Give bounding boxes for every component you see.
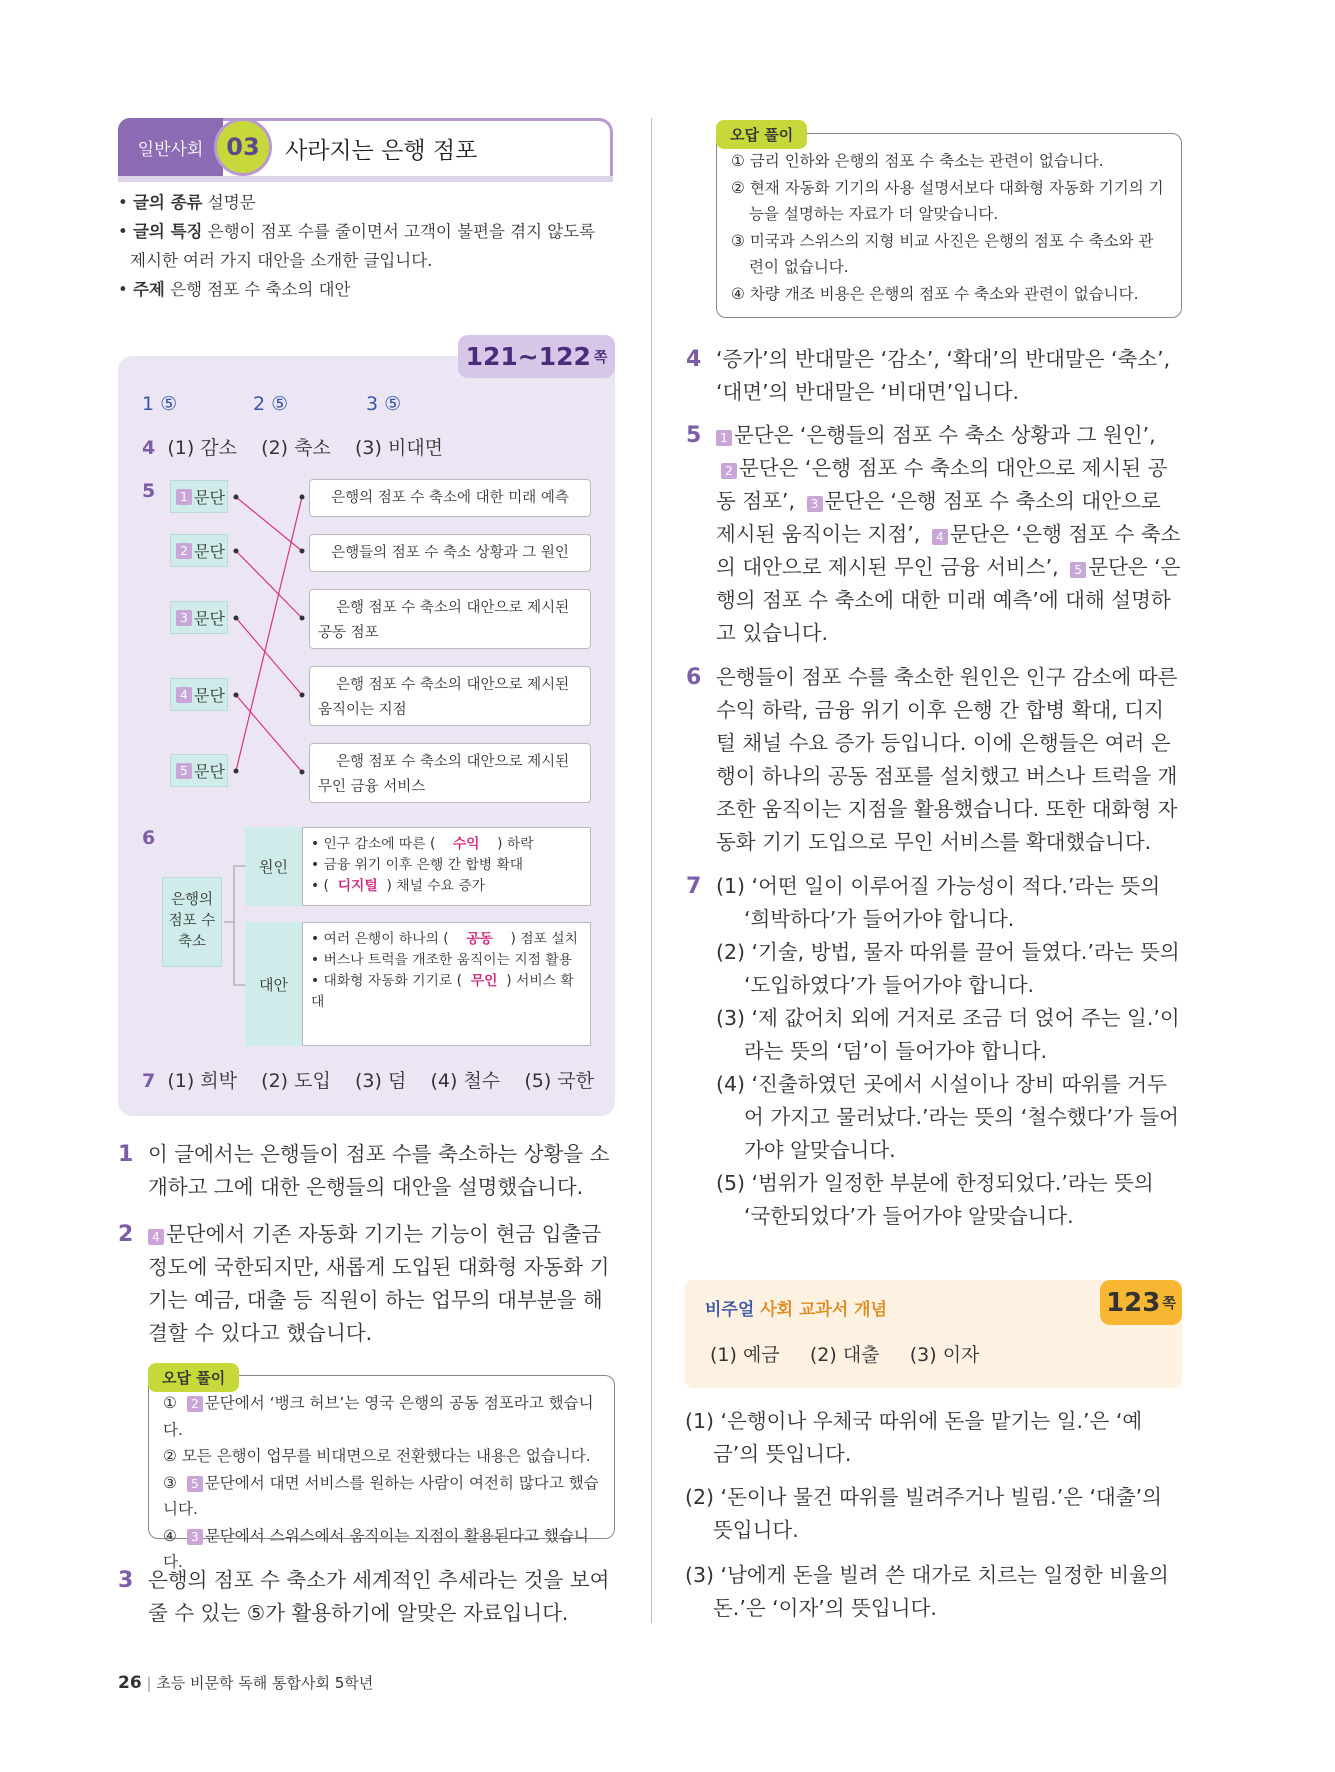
answer-5-number: 5 — [142, 480, 156, 502]
answer-4: 4 (1) 감소 (2) 축소 (3) 비대면 — [142, 437, 444, 459]
definition-1: (1) ‘은행이나 우체국 따위에 돈을 맡기는 일.’은 ‘예금’의 뜻입니다. — [685, 1409, 1143, 1466]
category-label: 일반사회 — [118, 118, 223, 176]
visual-page-tab: 123 쪽 — [1100, 1280, 1182, 1325]
footer: 26 | 초등 비문학 독해 통합사회 5학년 — [118, 1673, 374, 1693]
definition-2: (2) ‘돈이나 물건 따위를 빌려주거나 빌림.’은 ‘대출’의 뜻입니다. — [685, 1485, 1162, 1542]
explanation-3: 3 은행의 점포 수 축소가 세계적인 추세라는 것을 보여 줄 수 있는 ⑤가 활용하기에 알맞은 자료입니다. — [118, 1568, 610, 1625]
cause-box: • 인구 감소에 따른 ( 수익 ) 하락 • 금융 위기 이후 은행 간 합병 확대 • ( 디지털 ) 채널 수요 증가 — [302, 827, 591, 906]
wrong-answer-tag-2: 오답 풀이 — [148, 1363, 239, 1392]
alternative-label: 대안 — [245, 922, 302, 1046]
para-box-3: 3 문단 — [170, 601, 228, 634]
visual-concept-title: 비주얼 사회 교과서 개념 — [705, 1300, 888, 1320]
answer-1: 1 ⑤ — [142, 393, 178, 415]
para-box-2: 2 문단 — [170, 534, 228, 567]
answer-2: 2 ⑤ — [253, 393, 289, 415]
meta-topic: • 주제 은행 점포 수 축소의 대안 — [118, 280, 351, 299]
option-box-2: 은행들의 점포 수 축소 상황과 그 원인 — [309, 534, 591, 572]
lesson-number-badge: 03 — [214, 118, 272, 176]
meta-kind: • 글의 종류 설명문 — [118, 193, 256, 212]
para-box-5: 5 문단 — [170, 754, 228, 787]
definition-3: (3) ‘남에게 돈을 빌려 쓴 대가로 치르는 일정한 비율의 돈.’은 ‘이자’의 뜻입니다. — [685, 1563, 1169, 1620]
option-box-5: 은행 점포 수 축소의 대안으로 제시된 무인 금융 서비스 — [309, 743, 591, 803]
wrong-answer-box-2: ① 2 문단에서 ‘뱅크 허브’는 영국 은행의 공동 점포라고 했습니다. ② 모든 은행이 업무를 비대면으로 전환했다는 내용은 없습니다. ③ 5 문단에서 대면 서비스를 원하는 사람이 여전히 많다고 했습니다. ④ 3 문단에서 스위스에서 움직이는 지점이 활용된다고 했습니다. — [148, 1375, 615, 1539]
match-line-2 — [236, 551, 302, 618]
answer-7: 7 (1) 희박 (2) 도입 (3) 덤 (4) 철수 (5) 국한 — [142, 1070, 595, 1092]
match-line-1 — [236, 497, 302, 551]
wrong-answer-box-3: ① 금리 인하와 은행의 점포 수 축소는 관련이 없습니다. ② 현재 자동화 기기의 사용 설명서보다 대화형 자동화 기기의 기능을 설명하는 자료가 더 알맞습니다. ③ 미국과 스위스의 지형 비교 사진은 은행의 점포 수 축소와 관련이 없습니다. ④ 차량 개조 비용은 은행의 점포 수 축소와 관련이 없습니다. — [716, 133, 1182, 318]
alternative-box: • 여러 은행이 하나의 ( 공동 ) 점포 설치 • 버스나 트럭을 개조한 움직이는 지점 활용 • 대화형 자동화 기기로 ( 무인 ) 서비스 확대 — [302, 922, 591, 1046]
option-box-4: 은행 점포 수 축소의 대안으로 제시된 움직이는 지점 — [309, 666, 591, 726]
explanation-1: 1 이 글에서는 은행들이 점포 수를 축소하는 상황을 소개하고 그에 대한 은행들의 대안을 설명했습니다. — [118, 1142, 610, 1199]
answer-page-tab: 121~122 쪽 — [458, 335, 615, 378]
meta-feature: • 글의 특징 은행이 점포 수를 줄이면서 고객이 불편을 겪지 않도록 제시한 여러 가지 대안을 소개한 글입니다. — [118, 222, 596, 270]
explanation-2: 2 4 문단에서 기존 자동화 기기는 기능이 현금 입출금 정도에 국한되지만, 새롭게 도입된 대화형 자동화 기기는 예금, 대출 등 직원이 하는 업무의 대부분을 해결할 수 있다고 했습니다. — [118, 1222, 610, 1345]
answer-3: 3 ⑤ — [366, 393, 402, 415]
explanation-5: 5 1 문단은 ‘은행들의 점포 수 축소 상황과 그 원인’, 2 문단은 ‘은행 점포 수 축소의 대안으로 제시된 공동 점포’, 3 문단은 ‘은행 점포 수 축소의 대안으로 제시된 움직이는 지점’, 4 문단은 ‘은행 점포 수 축소의 대안으로 제시된 무인 금융 서비스’, 5 문단은 ‘은행의 점포 수 축소에 대한 미래 예측’에 대해 설명하고 있습니다. — [686, 423, 1181, 645]
center-concept-box: 은행의 점포 수 축소 — [162, 877, 222, 967]
option-box-3: 은행 점포 수 축소의 대안으로 제시된 공동 점포 — [309, 589, 591, 649]
explanation-4: 4 ‘증가’의 반대말은 ‘감소’, ‘확대’의 반대말은 ‘축소’, ‘대면’의 반대말은 ‘비대면’입니다. — [686, 347, 1171, 404]
answer-6-number: 6 — [142, 827, 156, 849]
match-line-5 — [236, 497, 302, 771]
explanation-6: 6 은행들이 점포 수를 축소한 원인은 인구 감소에 따른 수익 하락, 금융 위기 이후 은행 간 합병 확대, 디지털 채널 수요 증가 등입니다. 이에 은행들은 여러 은행이 하나의 공동 점포를 설치했고 버스나 트럭을 개조한 움직이는 지점을 활용했습니다. 또한 대화형 자동화 기기 도입으로 무인 서비스를 확대했습니다. — [686, 665, 1178, 854]
explanation-7: 7 (1) ‘어떤 일이 이루어질 가능성이 적다.’라는 뜻의 ‘희박하다’가 들어가야 합니다. (2) ‘기술, 방법, 물자 따위를 끌어 들였다.’라는 뜻의 ‘도입하였다’가 들어가야 합니다. (3) ‘제 값어치 외에 거저로 조금 더 얹어 주는 일.’이라는 뜻의 ‘덤’이 들어가야 합니다. (4) ‘진출하였던 곳에서 시설이나 장비 따위를 거두어 가지고 물러났다.’라는 뜻의 ‘철수했다’가 들어가야 알맞습니다. (5) ‘범위가 일정한 부분에 한정되었다.’라는 뜻의 ‘국한되었다’가 들어가야 알맞습니다. — [686, 874, 1180, 1228]
cause-label: 원인 — [245, 827, 302, 906]
para-box-1: 1 문단 — [170, 480, 228, 513]
visual-answers: (1) 예금 (2) 대출 (3) 이자 — [710, 1344, 980, 1366]
option-box-1: 은행의 점포 수 축소에 대한 미래 예측 — [309, 479, 591, 517]
match-line-3 — [236, 618, 302, 695]
wrong-answer-tag-3: 오답 풀이 — [716, 120, 807, 149]
match-line-4 — [236, 695, 302, 772]
page-title: 사라지는 은행 점포 — [285, 138, 478, 164]
para-box-4: 4 문단 — [170, 678, 228, 711]
